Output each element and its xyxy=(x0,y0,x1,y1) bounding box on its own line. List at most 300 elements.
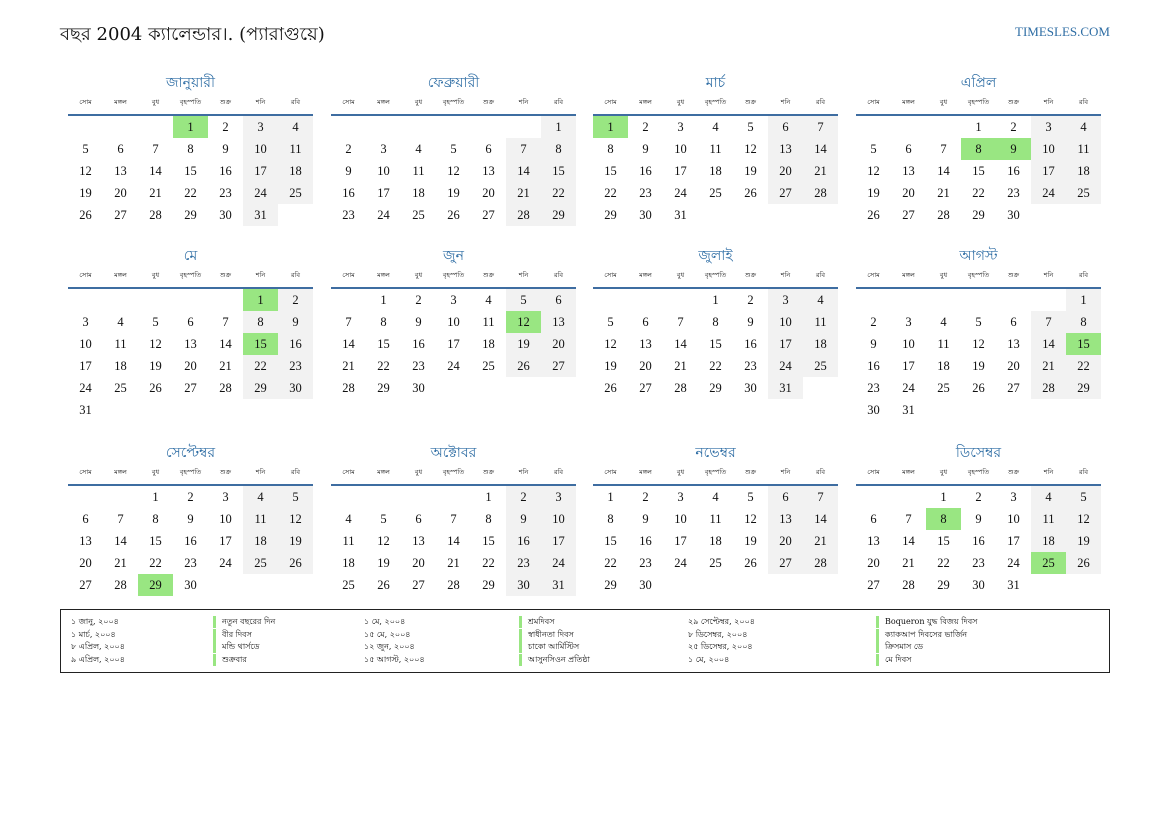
day-cell: 5 xyxy=(152,315,159,329)
weekday-label: শনি xyxy=(1043,98,1054,106)
day-cell: 11 xyxy=(709,512,722,526)
day-cell: 24 xyxy=(674,556,687,570)
day-cell: 8 xyxy=(712,315,719,329)
weekday-label: শনি xyxy=(255,468,266,476)
day-cell: 27 xyxy=(114,208,127,222)
day-cell: 12 xyxy=(447,164,460,178)
day-cell: 16 xyxy=(506,530,541,552)
empty-cell xyxy=(471,116,506,138)
weekday-header xyxy=(68,464,313,484)
weekday-label: সোম xyxy=(604,271,617,279)
day-cell: 20 xyxy=(867,556,880,570)
day-cell: 30 xyxy=(219,208,232,222)
day-cell: 4 xyxy=(1031,486,1066,508)
empty-cell xyxy=(593,289,628,311)
day-cell: 30 xyxy=(639,578,652,592)
day-cell: 2 xyxy=(642,490,649,504)
day-cell: 23 xyxy=(278,355,313,377)
day-cell: 17 xyxy=(1007,534,1020,548)
day-cell: 29 xyxy=(972,208,985,222)
day-cell: 8 xyxy=(380,315,387,329)
month-block xyxy=(856,72,1101,226)
weekday-label: রবি xyxy=(1078,271,1089,279)
weekday-label: রবি xyxy=(553,468,564,476)
day-cell: 27 xyxy=(541,355,576,377)
day-cell: 14 xyxy=(674,337,687,351)
weekday-label: সোম xyxy=(79,98,92,106)
holiday-day-cell: 8 xyxy=(961,138,996,160)
empty-cell xyxy=(996,289,1031,311)
legend-holiday-name: আসুনসিওন প্রতিষ্ঠা xyxy=(519,654,590,666)
day-cell: 1 xyxy=(607,490,614,504)
day-cell: 18 xyxy=(412,186,425,200)
day-cell: 1 xyxy=(1066,289,1101,311)
legend-holiday-name: মন্ডি থার্সডে xyxy=(213,641,260,653)
day-cell: 16 xyxy=(744,337,757,351)
day-cell: 13 xyxy=(768,138,803,160)
day-cell: 18 xyxy=(937,359,950,373)
weekday-header xyxy=(856,267,1101,287)
weekday-header xyxy=(593,267,838,287)
empty-cell xyxy=(331,116,366,138)
day-cell: 20 xyxy=(768,530,803,552)
day-cell: 24 xyxy=(243,182,278,204)
weekday-label: বৃহস্পতি xyxy=(704,98,727,106)
day-cell: 14 xyxy=(902,534,915,548)
day-cell: 18 xyxy=(803,333,838,355)
month-name: অক্টোবর xyxy=(430,445,477,461)
day-cell: 22 xyxy=(937,556,950,570)
day-cell: 13 xyxy=(541,311,576,333)
day-cell: 17 xyxy=(768,333,803,355)
day-cell: 21 xyxy=(803,160,838,182)
day-cell: 24 xyxy=(541,552,576,574)
weekday-label: শুক্র xyxy=(482,271,495,279)
day-cell: 9 xyxy=(642,142,649,156)
legend-holiday-name: ক্যাকআপ দিবসের ভার্জিন xyxy=(876,629,967,641)
empty-cell xyxy=(366,486,401,508)
month-block xyxy=(331,442,576,596)
day-cell: 12 xyxy=(149,337,162,351)
day-grid xyxy=(593,289,838,399)
day-cell: 11 xyxy=(114,337,127,351)
day-grid xyxy=(68,289,313,421)
day-cell: 18 xyxy=(709,164,722,178)
weekday-label: শুক্র xyxy=(219,271,232,279)
day-cell: 12 xyxy=(744,512,757,526)
legend-holiday-name: স্বাধীনতা দিবস xyxy=(519,629,574,641)
day-cell: 8 xyxy=(152,512,159,526)
weekday-label: শুক্র xyxy=(482,98,495,106)
holiday-day-cell: 15 xyxy=(1066,333,1101,355)
weekday-label: বুধ xyxy=(414,468,423,476)
day-cell: 9 xyxy=(345,164,352,178)
weekday-label: মঙ্গল xyxy=(902,468,915,476)
weekday-label: শনি xyxy=(1043,271,1054,279)
day-cell: 10 xyxy=(447,315,460,329)
day-cell: 9 xyxy=(747,315,754,329)
holiday-legend xyxy=(60,609,1110,673)
month-name: আগস্ট xyxy=(959,248,998,264)
day-cell: 7 xyxy=(222,315,229,329)
day-cell: 3 xyxy=(768,289,803,311)
day-cell: 18 xyxy=(342,556,355,570)
day-cell: 29 xyxy=(604,578,617,592)
day-cell: 22 xyxy=(184,186,197,200)
weekday-header xyxy=(68,267,313,287)
weekday-label: শুক্র xyxy=(744,468,757,476)
legend-holiday-name: শ্রমদিবস xyxy=(519,616,555,628)
day-cell: 20 xyxy=(184,359,197,373)
weekday-header xyxy=(593,94,838,114)
day-cell: 3 xyxy=(677,120,684,134)
day-cell: 5 xyxy=(380,512,387,526)
empty-cell xyxy=(856,486,891,508)
empty-cell xyxy=(103,289,138,311)
weekday-label: মঙ্গল xyxy=(639,468,652,476)
empty-cell xyxy=(436,486,471,508)
empty-cell xyxy=(663,289,698,311)
day-cell: 30 xyxy=(972,578,985,592)
site-link[interactable]: TIMESLES.COM xyxy=(1015,24,1110,39)
day-cell: 2 xyxy=(747,293,754,307)
day-cell: 8 xyxy=(243,311,278,333)
empty-cell xyxy=(68,116,103,138)
weekday-label: সোম xyxy=(867,98,880,106)
empty-cell xyxy=(401,116,436,138)
day-cell: 15 xyxy=(377,337,390,351)
weekday-label: বৃহস্পতি xyxy=(442,271,465,279)
day-cell: 18 xyxy=(1031,530,1066,552)
day-cell: 9 xyxy=(278,311,313,333)
day-cell: 23 xyxy=(867,381,880,395)
day-cell: 5 xyxy=(975,315,982,329)
holiday-day-cell: 15 xyxy=(243,333,278,355)
weekday-label: শুক্র xyxy=(1007,271,1020,279)
day-cell: 4 xyxy=(243,486,278,508)
day-cell: 10 xyxy=(1007,512,1020,526)
day-cell: 18 xyxy=(709,534,722,548)
day-cell: 7 xyxy=(1031,311,1066,333)
day-cell: 26 xyxy=(1066,552,1101,574)
day-cell: 13 xyxy=(114,164,127,178)
legend-holiday-name: নতুন বছরের দিন xyxy=(213,616,275,628)
day-cell: 16 xyxy=(278,333,313,355)
legend-date: ১২ জুন, ২০০৪ xyxy=(364,642,415,651)
day-cell: 20 xyxy=(639,359,652,373)
day-cell: 10 xyxy=(79,337,92,351)
weekday-label: শনি xyxy=(518,98,529,106)
legend-date: ২৯ সেপ্টেম্বর, ২০০৪ xyxy=(688,617,755,626)
day-cell: 16 xyxy=(972,534,985,548)
day-cell: 25 xyxy=(342,578,355,592)
day-cell: 28 xyxy=(342,381,355,395)
day-cell: 24 xyxy=(768,355,803,377)
day-cell: 20 xyxy=(768,160,803,182)
weekday-label: বৃহস্পতি xyxy=(442,98,465,106)
day-cell: 29 xyxy=(937,578,950,592)
holiday-day-cell: 9 xyxy=(996,138,1031,160)
day-cell: 20 xyxy=(1007,359,1020,373)
day-cell: 14 xyxy=(447,534,460,548)
weekday-header xyxy=(331,267,576,287)
day-cell: 11 xyxy=(482,315,495,329)
day-cell: 30 xyxy=(867,403,880,417)
day-cell: 13 xyxy=(902,164,915,178)
day-cell: 23 xyxy=(184,556,197,570)
day-cell: 26 xyxy=(377,578,390,592)
day-cell: 30 xyxy=(744,381,757,395)
weekday-label: সোম xyxy=(342,98,355,106)
day-cell: 20 xyxy=(482,186,495,200)
legend-date: ৯ এপ্রিল, ২০০৪ xyxy=(71,654,125,664)
day-cell: 28 xyxy=(149,208,162,222)
day-cell: 13 xyxy=(184,337,197,351)
day-cell: 11 xyxy=(1066,138,1101,160)
weekday-label: বৃহস্পতি xyxy=(967,468,990,476)
weekday-label: সোম xyxy=(79,468,92,476)
day-cell: 15 xyxy=(482,534,495,548)
weekday-header xyxy=(331,94,576,114)
day-cell: 26 xyxy=(149,381,162,395)
day-cell: 26 xyxy=(278,552,313,574)
day-cell: 13 xyxy=(867,534,880,548)
weekday-label: মঙ্গল xyxy=(377,468,390,476)
day-cell: 27 xyxy=(79,578,92,592)
weekday-label: রবি xyxy=(290,271,301,279)
day-cell: 5 xyxy=(82,142,89,156)
day-cell: 5 xyxy=(450,142,457,156)
day-cell: 23 xyxy=(1007,186,1020,200)
day-cell: 7 xyxy=(677,315,684,329)
day-cell: 26 xyxy=(972,381,985,395)
day-cell: 19 xyxy=(867,186,880,200)
day-cell: 10 xyxy=(243,138,278,160)
day-cell: 31 xyxy=(1007,578,1020,592)
day-cell: 5 xyxy=(747,490,754,504)
month-name: জুলাই xyxy=(698,248,733,264)
holiday-day-cell: 1 xyxy=(173,116,208,138)
day-cell: 2 xyxy=(1010,120,1017,134)
empty-cell xyxy=(331,289,366,311)
day-cell: 2 xyxy=(278,289,313,311)
legend-date: ১ মার্চ, ২০০৪ xyxy=(71,629,116,639)
day-cell: 12 xyxy=(1066,508,1101,530)
day-cell: 19 xyxy=(447,186,460,200)
day-cell: 17 xyxy=(219,534,232,548)
day-cell: 24 xyxy=(674,186,687,200)
empty-cell xyxy=(856,116,891,138)
day-cell: 14 xyxy=(149,164,162,178)
day-cell: 1 xyxy=(712,293,719,307)
day-cell: 31 xyxy=(79,403,92,417)
weekday-label: বৃহস্পতি xyxy=(442,468,465,476)
day-cell: 16 xyxy=(412,337,425,351)
day-cell: 9 xyxy=(187,512,194,526)
day-cell: 8 xyxy=(607,142,614,156)
empty-cell xyxy=(208,289,243,311)
legend-date: ৮ এপ্রিল, ২০০৪ xyxy=(71,642,125,651)
day-cell: 31 xyxy=(902,403,915,417)
day-cell: 13 xyxy=(1007,337,1020,351)
weekday-label: মঙ্গল xyxy=(639,271,652,279)
weekday-label: শনি xyxy=(518,468,529,476)
weekday-label: শনি xyxy=(780,468,791,476)
day-cell: 12 xyxy=(377,534,390,548)
day-cell: 26 xyxy=(744,556,757,570)
day-cell: 1 xyxy=(975,120,982,134)
day-cell: 7 xyxy=(803,116,838,138)
day-cell: 4 xyxy=(415,142,422,156)
day-cell: 19 xyxy=(1066,530,1101,552)
month-name: মে xyxy=(183,248,198,264)
month-name: জানুয়ারী xyxy=(166,75,215,91)
day-cell: 8 xyxy=(187,142,194,156)
day-cell: 6 xyxy=(82,512,89,526)
day-cell: 12 xyxy=(79,164,92,178)
day-cell: 9 xyxy=(870,337,877,351)
day-grid xyxy=(593,116,838,226)
weekday-header xyxy=(856,94,1101,114)
day-cell: 4 xyxy=(1066,116,1101,138)
day-cell: 18 xyxy=(482,337,495,351)
weekday-header xyxy=(856,464,1101,484)
day-grid xyxy=(593,486,838,596)
day-cell: 19 xyxy=(506,333,541,355)
day-cell: 27 xyxy=(867,578,880,592)
day-cell: 25 xyxy=(709,556,722,570)
day-cell: 13 xyxy=(482,164,495,178)
day-cell: 2 xyxy=(222,120,229,134)
day-cell: 6 xyxy=(415,512,422,526)
day-grid xyxy=(331,116,576,226)
day-cell: 22 xyxy=(482,556,495,570)
day-cell: 21 xyxy=(219,359,232,373)
holiday-day-cell: 29 xyxy=(138,574,173,596)
weekday-label: রবি xyxy=(815,271,826,279)
day-cell: 22 xyxy=(972,186,985,200)
day-cell: 3 xyxy=(541,486,576,508)
weekday-label: বুধ xyxy=(151,271,160,279)
weekday-label: শনি xyxy=(255,98,266,106)
day-cell: 25 xyxy=(803,355,838,377)
day-cell: 15 xyxy=(972,164,985,178)
day-cell: 21 xyxy=(674,359,687,373)
day-cell: 6 xyxy=(1010,315,1017,329)
day-cell: 21 xyxy=(447,556,460,570)
weekday-label: রবি xyxy=(290,468,301,476)
day-cell: 27 xyxy=(768,182,803,204)
holiday-day-cell: 25 xyxy=(1031,552,1066,574)
empty-cell xyxy=(926,289,961,311)
day-cell: 27 xyxy=(768,552,803,574)
day-cell: 28 xyxy=(902,578,915,592)
day-cell: 14 xyxy=(803,508,838,530)
legend-holiday-name: বীর দিবস xyxy=(213,629,252,641)
day-cell: 11 xyxy=(803,311,838,333)
day-cell: 8 xyxy=(541,138,576,160)
day-cell: 3 xyxy=(380,142,387,156)
weekday-label: বুধ xyxy=(676,98,685,106)
page-title: বছর 2004 ক্যালেন্ডার।. (প্যারাগুয়ে) xyxy=(60,24,325,45)
empty-cell xyxy=(891,486,926,508)
day-cell: 13 xyxy=(412,534,425,548)
weekday-label: রবি xyxy=(553,271,564,279)
day-cell: 21 xyxy=(149,186,162,200)
day-cell: 10 xyxy=(377,164,390,178)
day-cell: 6 xyxy=(768,486,803,508)
empty-cell xyxy=(331,486,366,508)
weekday-label: মঙ্গল xyxy=(902,98,915,106)
weekday-header xyxy=(68,94,313,114)
day-cell: 21 xyxy=(902,556,915,570)
day-cell: 2 xyxy=(870,315,877,329)
month-block xyxy=(593,72,838,226)
day-cell: 23 xyxy=(506,552,541,574)
day-cell: 16 xyxy=(639,534,652,548)
month-block xyxy=(331,245,576,399)
weekday-label: মঙ্গল xyxy=(377,271,390,279)
day-cell: 24 xyxy=(1007,556,1020,570)
day-cell: 15 xyxy=(604,534,617,548)
day-grid xyxy=(331,486,576,596)
day-cell: 28 xyxy=(803,552,838,574)
empty-cell xyxy=(856,289,891,311)
day-cell: 25 xyxy=(482,359,495,373)
day-cell: 9 xyxy=(642,512,649,526)
day-cell: 6 xyxy=(642,315,649,329)
day-cell: 26 xyxy=(79,208,92,222)
weekday-label: সোম xyxy=(867,468,880,476)
day-cell: 25 xyxy=(709,186,722,200)
day-cell: 12 xyxy=(867,164,880,178)
legend-holiday-name: শুক্রবার xyxy=(213,654,247,666)
day-cell: 17 xyxy=(541,530,576,552)
month-block xyxy=(68,245,313,421)
day-cell: 11 xyxy=(937,337,950,351)
empty-cell xyxy=(138,116,173,138)
month-block xyxy=(593,245,838,399)
empty-cell xyxy=(68,486,103,508)
day-cell: 30 xyxy=(1007,208,1020,222)
day-cell: 19 xyxy=(377,556,390,570)
day-cell: 16 xyxy=(342,186,355,200)
day-cell: 20 xyxy=(902,186,915,200)
day-cell: 9 xyxy=(415,315,422,329)
weekday-label: বৃহস্পতি xyxy=(704,271,727,279)
month-name: ফেব্রুয়ারী xyxy=(427,75,480,91)
day-cell: 11 xyxy=(1031,508,1066,530)
weekday-header xyxy=(331,464,576,484)
day-cell: 2 xyxy=(187,490,194,504)
day-cell: 25 xyxy=(1066,182,1101,204)
day-cell: 16 xyxy=(867,359,880,373)
day-cell: 15 xyxy=(541,160,576,182)
day-cell: 25 xyxy=(278,182,313,204)
day-cell: 17 xyxy=(79,359,92,373)
day-cell: 10 xyxy=(541,508,576,530)
day-cell: 27 xyxy=(902,208,915,222)
weekday-label: শনি xyxy=(780,271,791,279)
day-cell: 22 xyxy=(709,359,722,373)
day-cell: 30 xyxy=(278,377,313,399)
day-cell: 14 xyxy=(1031,333,1066,355)
weekday-label: রবি xyxy=(1078,98,1089,106)
empty-cell xyxy=(103,486,138,508)
day-cell: 19 xyxy=(278,530,313,552)
weekday-label: রবি xyxy=(815,468,826,476)
day-cell: 3 xyxy=(450,293,457,307)
